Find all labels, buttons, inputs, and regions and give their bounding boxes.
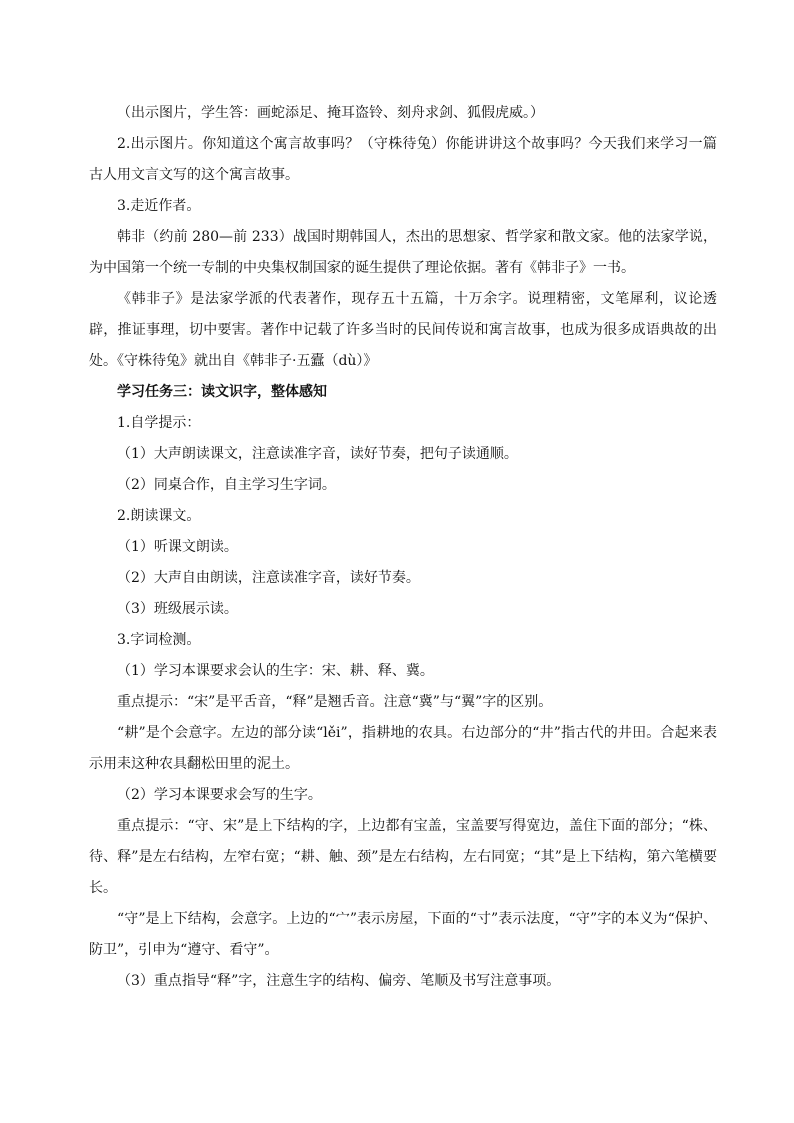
paragraph-show-picture: 2.出示图片。你知道这个寓言故事吗？（守株待兔）你能讲讲这个故事吗？今天我们来学习一篇古人用文言文写的这个寓言故事。 xyxy=(89,136,717,183)
paragraph-self-study-tips: 1.自学提示： xyxy=(117,415,201,431)
paragraph-listen: （1）听课文朗读。 xyxy=(117,539,238,555)
paragraph-read-text: 2.朗读课文。 xyxy=(117,508,201,524)
paragraph-han-fei-zi-book: 《韩非子》是法家学派的代表著作，现存五十五篇，十万余字。说理精密，文笔犀利，议论透辟，推证事理，切中要害。著作中记载了许多当时的民间传说和寓言故事，也成为很多成语典故的出处。《守株待兔》就出自《韩非子·五蠹（dù）》 xyxy=(89,291,717,369)
paragraph-geng-explanation: “耕”是个会意字。左边的部分读“lěi”，指耕地的农具。右边部分的“井”指古代的井田。合起来表示用耒这种农具翻松田里的泥土。 xyxy=(89,725,717,772)
paragraph-free-reading: （2）大声自由朗读，注意读准字音，读好节奏。 xyxy=(117,570,420,586)
paragraph-shou-explanation: “守”是上下结构，会意字。上边的“宀”表示房屋，下面的“寸”表示法度，“守”字的本义为“保护、防卫”，引申为“遵守、看守”。 xyxy=(89,911,717,958)
paragraph-key-hint-pronunciation: 重点提示：“宋”是平舌音，“释”是翘舌音。注意“冀”与“翼”字的区别。 xyxy=(117,694,553,710)
paragraph-key-hint-structure: 重点提示：“守、宋”是上下结构的字，上边都有宝盖，宝盖要写得宽边，盖住下面的部分；“株、待、释”是左右结构，左窄右宽；“耕、触、颈”是左右结构，左右同宽；“其”是上下结构，第六笔横要长。 xyxy=(89,818,717,896)
section-heading-task-three: 学习任务三：读文识字，整体感知 xyxy=(117,384,327,400)
paragraph-desk-mate: （2）同桌合作，自主学习生字词。 xyxy=(117,477,336,493)
paragraph-shi-guidance: （3）重点指导“释”字，注意生字的结构、偏旁、笔顺及书写注意事项。 xyxy=(117,973,561,989)
paragraph-author-intro-title: 3.走近作者。 xyxy=(117,198,201,214)
paragraph-word-check: 3.字词检测。 xyxy=(117,632,201,648)
paragraph-class-show: （3）班级展示读。 xyxy=(117,601,238,617)
paragraph-han-fei-bio: 韩非（约前 280—前 233）战国时期韩国人，杰出的思想家、哲学家和散文家。他的法家学说，为中国第一个统一专制的中央集权制国家的诞生提供了理论依据。著有《韩非子》一书。 xyxy=(89,229,717,276)
paragraph-recognize-chars: （1）学习本课要求会认的生字：宋、耕、释、冀。 xyxy=(117,663,434,679)
paragraph-read-aloud: （1）大声朗读课文，注意读准字音，读好节奏，把句子读通顺。 xyxy=(117,446,518,462)
paragraph-write-chars: （2）学习本课要求会写的生字。 xyxy=(117,787,322,803)
paragraph-answer-examples: （出示图片，学生答：画蛇添足、掩耳盗铃、刻舟求剑、狐假虎威。） xyxy=(117,105,544,121)
